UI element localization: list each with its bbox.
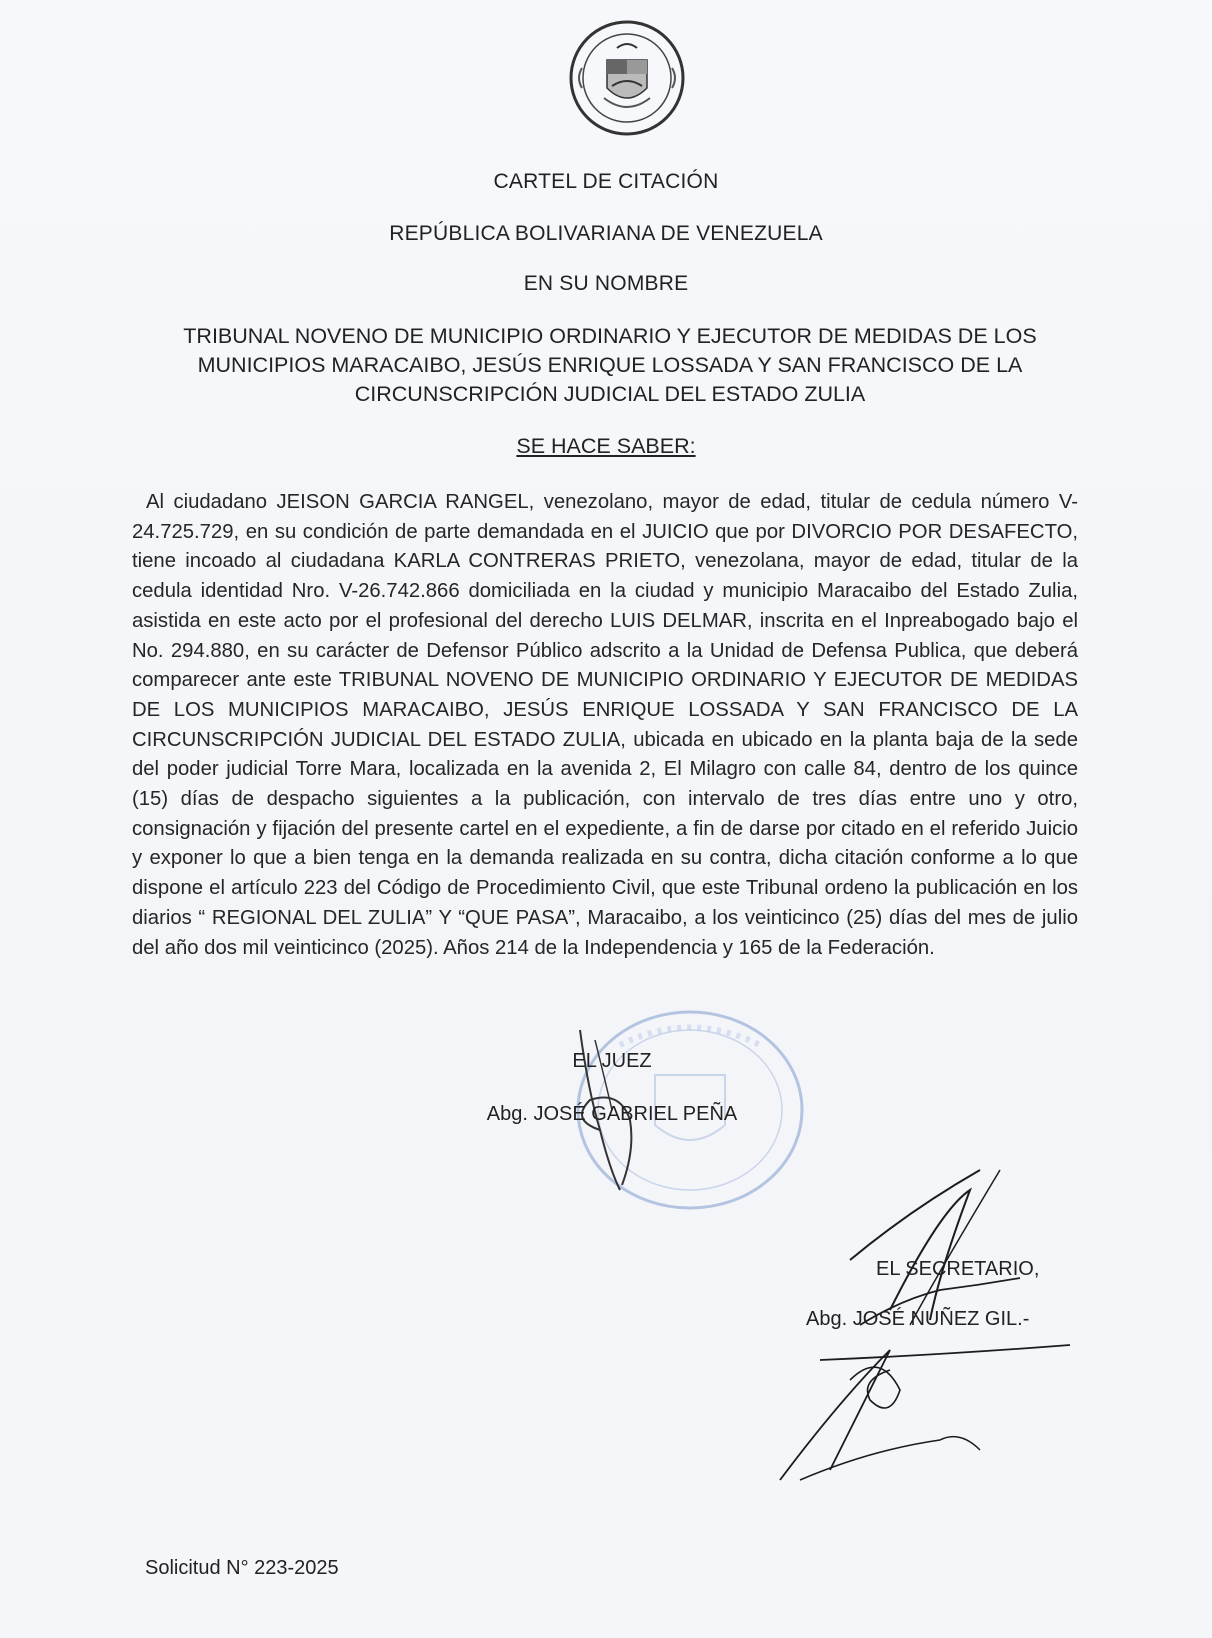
court-line-2: MUNICIPIOS MARACAIBO, JESÚS ENRIQUE LOSSADA Y SAN FRANCISCO DE LA	[197, 353, 1023, 377]
solicitud-number: Solicitud N° 223-2025	[145, 1557, 339, 1579]
court-name	[140, 322, 1080, 409]
court-line-3: CIRCUNSCRIPCIÓN JUDICIAL DEL ESTADO ZULIA	[354, 382, 866, 406]
se-hace-saber-text: SE HACE SABER:	[516, 434, 696, 458]
secretary-title: EL SECRETARIO,	[876, 1258, 1040, 1280]
coat-of-arms-seal	[562, 8, 692, 158]
republic-name: REPÚBLICA BOLIVARIANA DE VENEZUELA	[389, 222, 823, 245]
se-hace-saber-heading	[0, 434, 1212, 459]
court-line-1: TRIBUNAL NOVENO DE MUNICIPIO ORDINARIO Y EJECUTOR DE MEDIDAS DE LOS	[183, 324, 1037, 348]
judge-title: EL JUEZ	[572, 1050, 652, 1072]
en-su-nombre: EN SU NOMBRE	[523, 272, 689, 295]
citation-body: Al ciudadano JEISON GARCIA RANGEL, venezolano, mayor de edad, titular de cedula número V-24.725.729, en su condición de parte demandada en el JUICIO que por DIVORCIO POR DESAFECTO, tiene incoado al ciudadana KARLA CONTRERAS PRIETO, venezolana, mayor de edad, titular de la cedula identidad Nro. V-26.742.866 domiciliada en la ciudad y municipio Maracaibo del Estado Zulia, asistida en este acto por el profesional del derecho LUIS DELMAR, inscrita en el Inpreabogado bajo el No. 294.880, en su carácter de Defensor Público adscrito a la Unidad de Defensa Publica, que deberá comparecer ante este TRIBUNAL NOVENO DE MUNICIPIO ORDINARIO Y EJECUTOR DE MEDIDAS DE LOS MUNICIPIOS MARACAIBO, JESÚS ENRIQUE LOSSADA Y SAN FRANCISCO DE LA CIRCUNSCRIPCIÓN JUDICIAL DEL ESTADO ZULIA, ubicada en ubicado en la planta baja de la sede del poder judicial Torre Mara, localizada en la avenida 2, El Milagro con calle 84, dentro de los quince (15) días de despacho siguientes a la publicación, con intervalo de tres días entre uno y otro, consignación y fijación del presente cartel en el expediente, a fin de darse por citado en el referido Juicio y exponer lo que a bien tenga en la demanda realizada en su contra, dicha citación conforme a lo que dispone el artículo 223 del Código de Procedimiento Civil, que este Tribunal ordeno la publicación en los diarios “ REGIONAL DEL ZULIA” Y “QUE PASA”, Maracaibo, a los veinticinco (25) días del mes de julio del año dos mil veinticinco (2025). Años 214 de la Independencia y 165 de la Federación.	[132, 491, 1078, 959]
secretary-name: Abg. JOSÉ NUÑEZ GIL.-	[806, 1308, 1030, 1330]
judge-name: Abg. JOSÉ GABRIEL PEÑA	[486, 1103, 738, 1125]
document-title: CARTEL DE CITACIÓN	[493, 170, 719, 193]
